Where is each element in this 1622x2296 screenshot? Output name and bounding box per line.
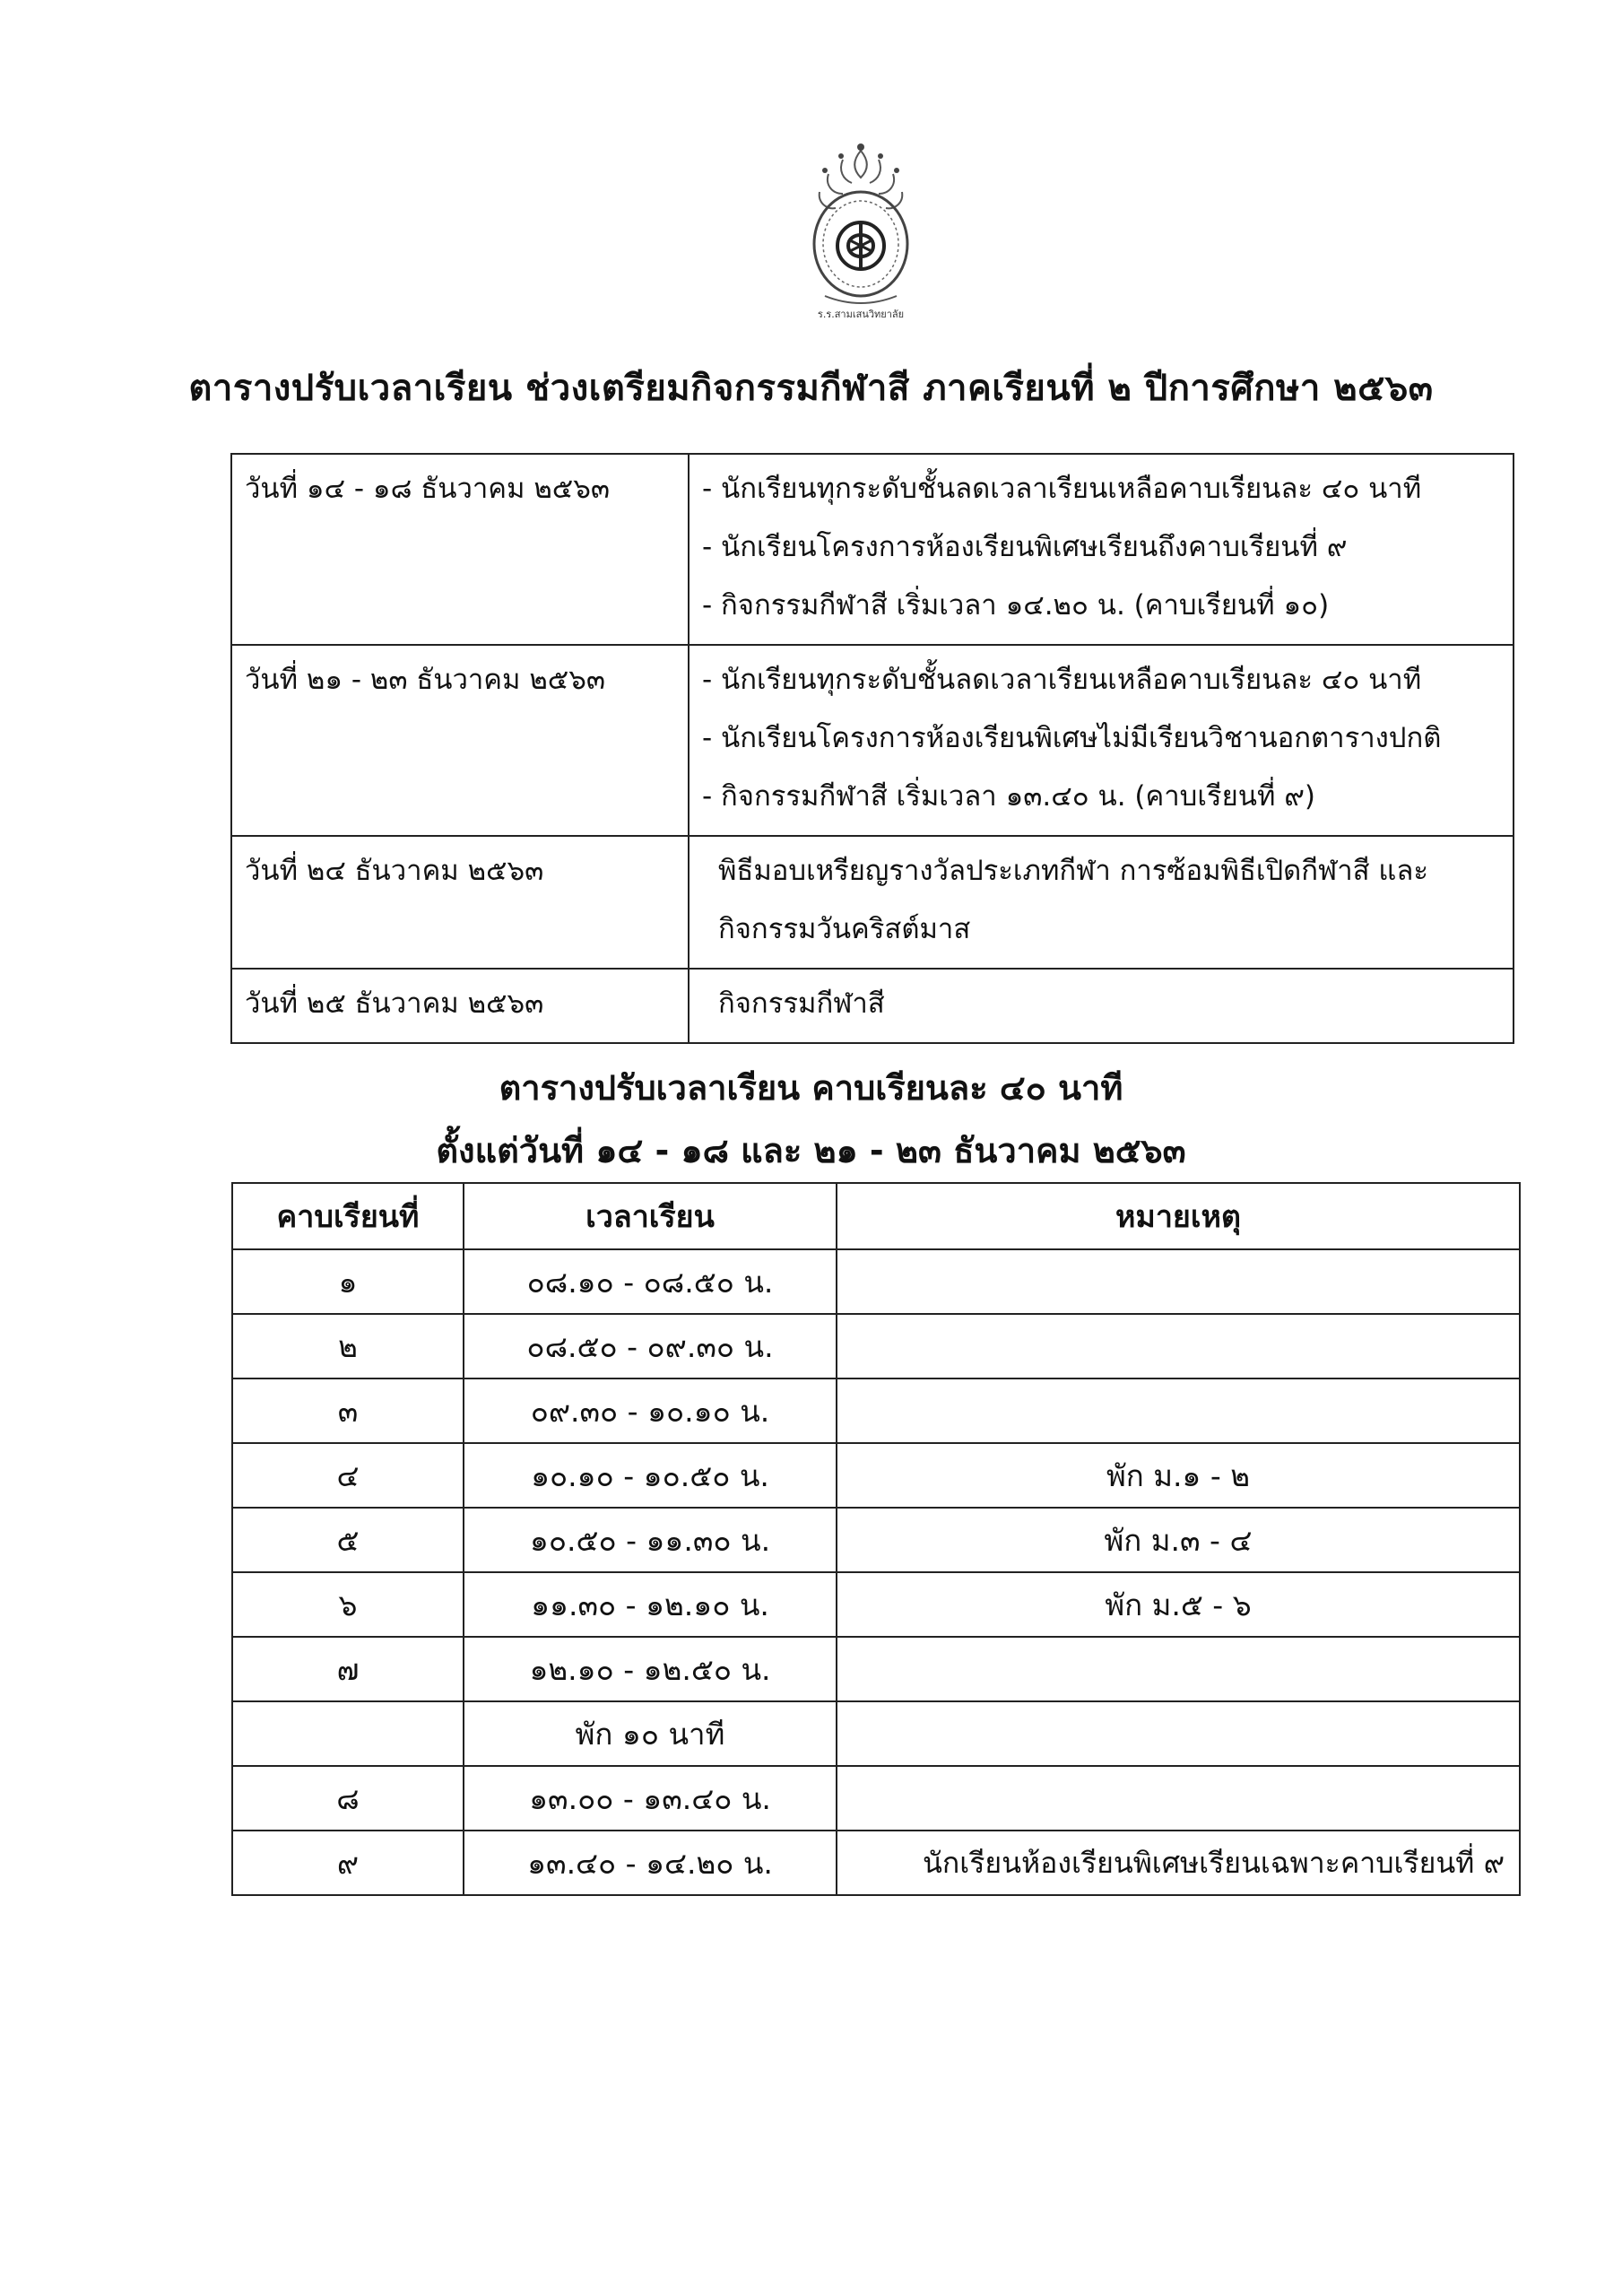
- period-note: [837, 1637, 1520, 1701]
- schedule-table: [230, 453, 1514, 1044]
- period-number: [232, 1701, 464, 1766]
- period-row: [232, 1508, 1520, 1572]
- period-row: [232, 1701, 1520, 1766]
- period-number: ๔: [232, 1443, 464, 1508]
- period-time: ๑๐.๑๐ - ๑๐.๕๐ น.: [464, 1443, 837, 1508]
- period-table-header-row: [232, 1183, 1520, 1249]
- period-number: ๒: [232, 1314, 464, 1378]
- period-number: ๑: [232, 1249, 464, 1314]
- period-note: [837, 1378, 1520, 1443]
- period-time: ๐๙.๓๐ - ๑๐.๑๐ น.: [464, 1378, 837, 1443]
- column-header-period: คาบเรียนที่: [232, 1183, 464, 1249]
- schedule-details: [689, 969, 1514, 1043]
- schedule-date: วันที่ ๒๑ - ๒๓ ธันวาคม ๒๕๖๓: [231, 645, 689, 836]
- period-table: [231, 1182, 1521, 1896]
- period-row: [232, 1378, 1520, 1443]
- period-row: [232, 1766, 1520, 1831]
- period-time: พัก ๑๐ นาที: [464, 1701, 837, 1766]
- period-note: [837, 1314, 1520, 1378]
- schedule-detail-line: - นักเรียนทุกระดับชั้นลดเวลาเรียนเหลือคาบเรียนละ ๔๐ นาที: [702, 473, 1422, 505]
- period-number: ๓: [232, 1378, 464, 1443]
- period-time: ๑๓.๐๐ - ๑๓.๔๐ น.: [464, 1766, 837, 1831]
- schedule-detail-line: กิจกรรมกีฬาสี: [718, 987, 885, 1020]
- period-table-subtitle: ตั้งแต่วันที่ ๑๔ - ๑๘ และ ๒๑ - ๒๓ ธันวาคม ๒๕๖๓: [436, 1131, 1186, 1170]
- period-table-title: ตารางปรับเวลาเรียน คาบเรียนละ ๔๐ นาที: [499, 1068, 1123, 1108]
- schedule-row: [231, 645, 1514, 836]
- period-number: ๕: [232, 1508, 464, 1572]
- period-note: [837, 1701, 1520, 1766]
- period-row: [232, 1443, 1520, 1508]
- period-time: ๐๘.๕๐ - ๐๙.๓๐ น.: [464, 1314, 837, 1378]
- period-number: ๘: [232, 1766, 464, 1831]
- schedule-date: วันที่ ๑๔ - ๑๘ ธันวาคม ๒๕๖๓: [231, 454, 689, 645]
- column-header-note: หมายเหตุ: [837, 1183, 1520, 1249]
- schedule-date: วันที่ ๒๔ ธันวาคม ๒๕๖๓: [231, 836, 689, 969]
- period-note: พัก ม.๑ - ๒: [837, 1443, 1520, 1508]
- period-time: ๑๐.๕๐ - ๑๑.๓๐ น.: [464, 1508, 837, 1572]
- period-time: ๑๒.๑๐ - ๑๒.๕๐ น.: [464, 1637, 837, 1701]
- schedule-detail-line: - นักเรียนโครงการห้องเรียนพิเศษเรียนถึงคาบเรียนที่ ๙: [702, 531, 1348, 563]
- schedule-detail-line: กิจกรรมวันคริสต์มาส: [718, 913, 971, 945]
- schedule-detail-line: - กิจกรรมกีฬาสี เริ่มเวลา ๑๔.๒๐ น. (คาบเรียนที่ ๑๐): [702, 589, 1330, 622]
- schedule-date: วันที่ ๒๕ ธันวาคม ๒๕๖๓: [231, 969, 689, 1043]
- period-row: [232, 1314, 1520, 1378]
- period-note: นักเรียนห้องเรียนพิเศษเรียนเฉพาะคาบเรียนที่ ๙: [837, 1831, 1520, 1895]
- period-time: ๑๑.๓๐ - ๑๒.๑๐ น.: [464, 1572, 837, 1637]
- schedule-details: [689, 836, 1514, 969]
- period-time: ๐๘.๑๐ - ๐๘.๕๐ น.: [464, 1249, 837, 1314]
- period-row: [232, 1637, 1520, 1701]
- schedule-row: [231, 836, 1514, 969]
- period-row: [232, 1249, 1520, 1314]
- period-note: พัก ม.๕ - ๖: [837, 1572, 1520, 1637]
- schedule-detail-line: - นักเรียนโครงการห้องเรียนพิเศษไม่มีเรียนวิชานอกตารางปกติ: [702, 722, 1442, 754]
- svg-text:ร.ร.สามเสนวิทยาลัย: ร.ร.สามเสนวิทยาลัย: [817, 309, 905, 320]
- page-title: ตารางปรับเวลาเรียน ช่วงเตรียมกิจกรรมกีฬาสี ภาคเรียนที่ ๒ ปีการศึกษา ๒๕๖๓: [188, 368, 1434, 409]
- schedule-detail-line: - นักเรียนทุกระดับชั้นลดเวลาเรียนเหลือคาบเรียนละ ๔๐ นาที: [702, 664, 1422, 696]
- period-note: [837, 1249, 1520, 1314]
- school-emblem-icon: [789, 135, 932, 323]
- schedule-detail-line: - กิจกรรมกีฬาสี เริ่มเวลา ๑๓.๔๐ น. (คาบเรียนที่ ๙): [702, 780, 1316, 813]
- period-time: ๑๓.๔๐ - ๑๔.๒๐ น.: [464, 1831, 837, 1895]
- period-number: ๙: [232, 1831, 464, 1895]
- period-note: [837, 1766, 1520, 1831]
- period-row: [232, 1572, 1520, 1637]
- schedule-row: [231, 454, 1514, 645]
- schedule-details: [689, 645, 1514, 836]
- schedule-details: [689, 454, 1514, 645]
- column-header-time: เวลาเรียน: [464, 1183, 837, 1249]
- period-note: พัก ม.๓ - ๔: [837, 1508, 1520, 1572]
- period-number: ๖: [232, 1572, 464, 1637]
- period-number: ๗: [232, 1637, 464, 1701]
- schedule-detail-line: พิธีมอบเหรียญรางวัลประเภทกีฬา การซ้อมพิธีเปิดกีฬาสี และ: [718, 855, 1429, 887]
- schedule-row: [231, 969, 1514, 1043]
- period-row: [232, 1831, 1520, 1895]
